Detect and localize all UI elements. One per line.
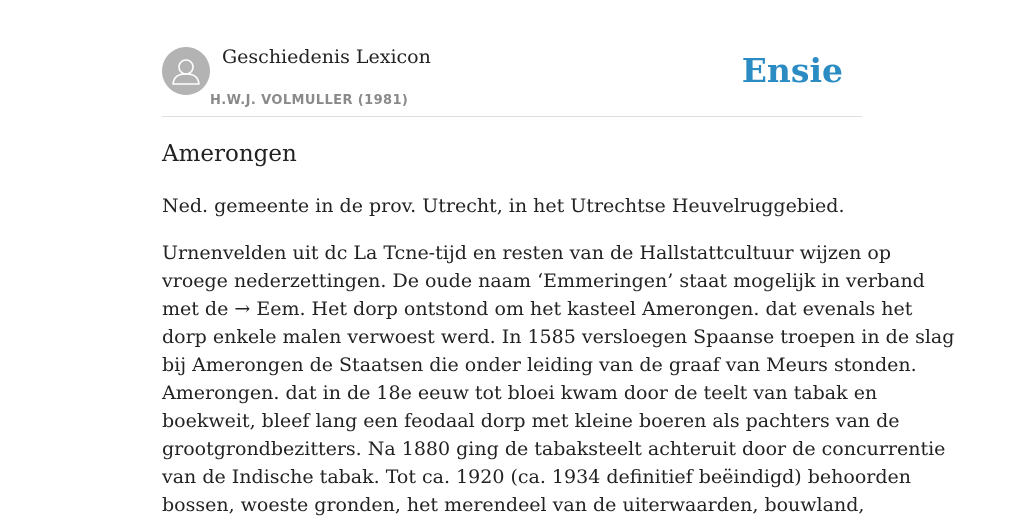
body-line: Urnenvelden uit dc La Tcne-tijd en resten van de Hallstattcultuur wijzen op: [162, 242, 892, 264]
author-label[interactable]: H.W.J. VOLMULLER (1981): [210, 93, 409, 108]
article-intro: Ned. gemeente in de prov. Utrecht, in het Utrechtse Heuvelruggebied.: [162, 195, 845, 217]
body-line: grootgrondbezitters. Na 1880 ging de tabaksteelt achteruit door de concurrentie: [162, 438, 946, 460]
body-line: van de Indische tabak. Tot ca. 1920 (ca. 1934 definitief beëindigd) behoorden: [162, 466, 911, 488]
ensie-logo[interactable]: Ensie: [741, 51, 843, 90]
article-title: Amerongen: [162, 141, 297, 167]
body-line: dorp enkele malen verwoest werd. In 1585 versloegen Spaanse troepen in de slag: [162, 326, 955, 348]
body-line: bij Amerongen de Staatsen die onder leiding van de graaf van Meurs stonden.: [162, 354, 917, 376]
user-icon: [162, 47, 210, 95]
body-line: Amerongen. dat in de 18e eeuw tot bloei kwam door de teelt van tabak en: [162, 382, 878, 404]
body-line: met de → Eem. Het dorp ontstond om het kasteel Amerongen. dat evenals het: [162, 298, 913, 320]
body-line: boekweit, bleef lang een feodaal dorp met kleine boeren als pachters van de: [162, 410, 900, 432]
source-header: [162, 46, 862, 117]
body-line: bossen, woeste gronden, het merendeel van de uiterwaarden, bouwland,: [162, 494, 865, 516]
article: [162, 138, 955, 519]
body-line: vroege nederzettingen. De oude naam ‘Emmeringen’ staat mogelijk in verband: [162, 270, 925, 292]
source-title-link[interactable]: Geschiedenis Lexicon: [222, 46, 431, 68]
article-body: [162, 239, 955, 519]
avatar[interactable]: [162, 47, 210, 95]
